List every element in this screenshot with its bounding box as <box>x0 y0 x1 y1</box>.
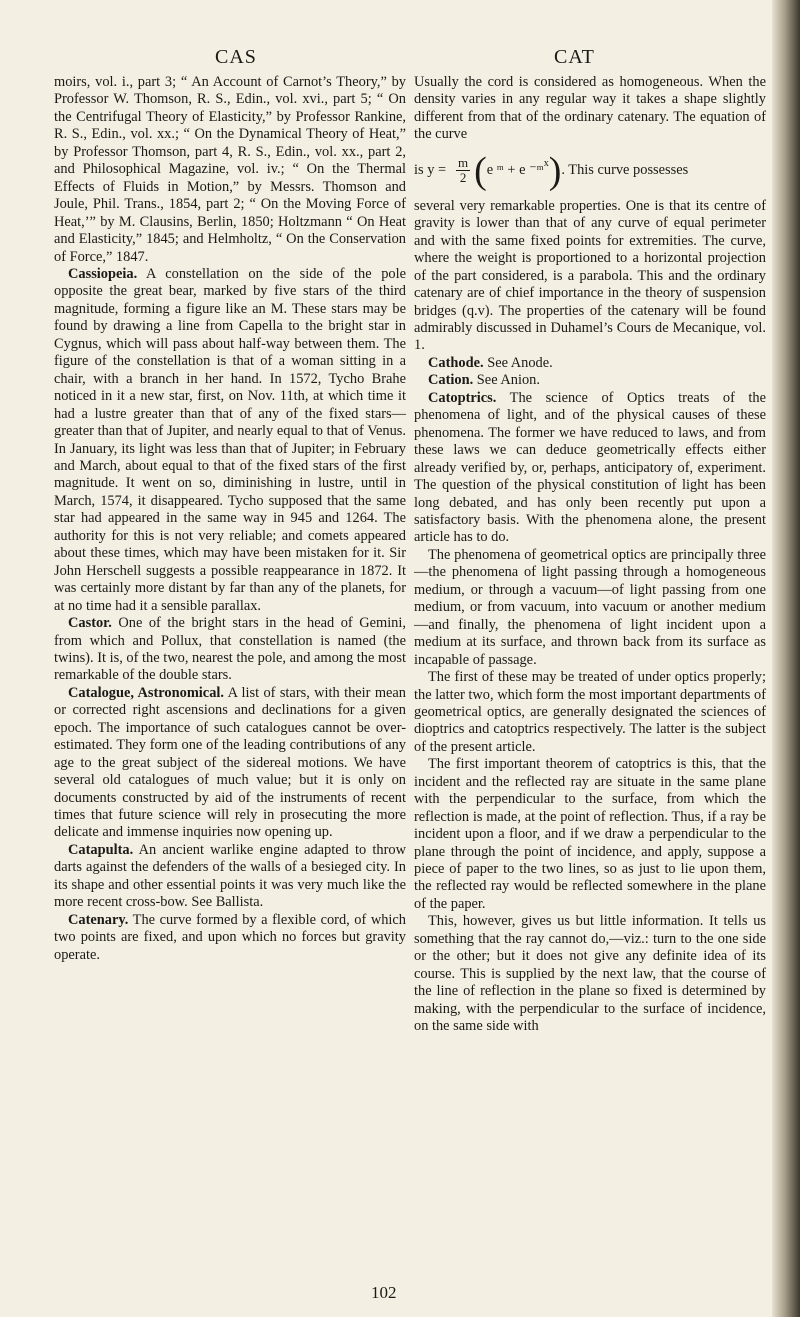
headword: Cathode. <box>428 354 484 371</box>
entry-catapulta: Catapulta. An ancient warlike engine adapted to throw darts against the defenders of the walls of a besieged city. In its shape and other essential points it was very much like the more recent cross-bow. See Ballista. <box>54 841 406 911</box>
entry-paragraph: moirs, vol. i., part 3; “ An Account of Carnot’s Theory,” by Professor W. Thomson, R. S., Edin., vol. xvi., part 5; “ On the Centrifugal Theory of Elasticity,” by Professor Rankine, R. S., Edin., vol. xx.; “ On the Dynamical Theory of Heat,” by Professor Thomson, part 4, R. S., Edin., vol. xx., part 2, and Philosophical Magazine, vol. iv.; “ On the Thermal Effects of Fluids in Motion,” by Messrs. Thomson and Joule, Phil. Trans., 1854, part 2; “ On the Moving Force of Heat,’” by M. Clausins, Berlin, 1850; Holtzmann “ On Heat and Elasticity,” 1845; and Helmholtz, “ On the Conservation of Force,” 1847. <box>54 74 406 265</box>
catenary-properties: several very remarkable properties. One is that its centre of gravity is lower than that of any curve of equal perimeter and with the same fixed points for extremities. The curve, where the weight is proportioned to a horizontal projection of the part considered, is a parabola. This and the ordinary catenary are of chief importance in the theory of suspension bridges (q.v). The properties of the catenary will be found admirably discussed in Duhamel’s Cours de Mecanique, vol. 1. <box>414 197 766 354</box>
equation-body: e ᵐ + e ⁻ᵐ <box>486 162 544 179</box>
equation-exponent: x <box>543 158 549 170</box>
equation-tail: . This curve possesses <box>561 162 689 179</box>
headword: Catapulta. <box>68 841 134 858</box>
entry-catoptrics: Catoptrics. The science of Optics treats of the phenomena of light, and of the physical causes of these phenomena. The former we have reduced to laws, and from these laws we can deduce geometrically effects either already verified by, or, perhaps, anticipatory of, experiment. The question of the physical constitution of light has been long debated, and has only been recently put upon a satisfactory basis. With the phenomena alone, the present article has to do. <box>414 389 767 546</box>
headword: Catenary. <box>68 911 129 928</box>
entry-catenary: Catenary. The curve formed by a flexible cord, of which two points are fixed, and upon which no forces but gravity operate. <box>54 911 406 963</box>
entry-cation: Cation. See Anion. <box>428 372 540 389</box>
entry-catalogue: Catalogue, Astronomical. A list of stars, with their mean or corrected right ascensions and declinations for a given epoch. The importance of such catalogues cannot be over-estimated. They form one of the leading contributions of any age to the great subject of the sidereal motions. We have several old catalogues of much value; but it is only on documents constructed by aid of the instruments of recent times that future science will rely in prosecuting the more delicate and immense inquiries now opening up. <box>54 684 406 841</box>
headword: Cation. <box>428 372 474 389</box>
running-header-left: CAS <box>215 46 257 68</box>
running-header-right: CAT <box>554 46 595 68</box>
catoptrics-paragraph: The phenomena of geometrical optics are principally three—the phenomena of light passing through a homogeneous medium, or through a vacuum—of light passing from one medium, or from vacuum, into vacuum or another medium—and finally, the phenomena of light incident upon a medium at its surface, and thrown back from its surface as incapable of passage. <box>414 546 766 668</box>
catenary-continuation: Usually the cord is considered as homogeneous. When the density varies in any regular way it takes a shape slightly different from that of the ordinary catenary. The equation of the curve <box>414 74 766 143</box>
catoptrics-paragraph: This, however, gives us but little information. It tells us something that the ray cannot do,—viz.: turn to the one side or the other; but it does not give any definite idea of its course. This is supplied by the next law, that the course of the line of reflection in the plane so fixed is determined by making, with the perpendicular to the surface of incidence, on the same side with <box>414 913 766 1035</box>
headword: Castor. <box>68 615 112 632</box>
equation-fraction: $\frac{m}{2}$ <box>458 155 469 186</box>
headword: Catalogue, Astronomical. <box>68 684 224 701</box>
entry-cathode: Cathode. See Anode. <box>428 354 553 371</box>
right-column <box>414 74 766 1036</box>
headword: Cassiopeia. <box>68 265 138 282</box>
entry-castor: Castor. One of the bright stars in the head of Gemini, from which and Pollux, that constellation is named (the twins). It is, of the two, nearest the pole, and among the most remarkable of the double stars. <box>54 615 406 684</box>
equation-lhs: is y = <box>414 162 447 179</box>
page-gutter-shadow <box>772 0 800 1317</box>
catoptrics-paragraph: The first of these may be treated of under optics properly; the latter two, which form the most important departments of geometrical optics, are generally designated the sciences of dioptrics and catoptrics respectively. The latter is the subject of the present article. <box>414 669 766 755</box>
catenary-equation: is y = $\frac{m}{2}$ ( e ᵐ + e ⁻ᵐ x ) . This curve possesses <box>414 149 689 192</box>
left-column <box>54 74 406 964</box>
headword: Catoptrics. <box>428 389 497 406</box>
catoptrics-paragraph: The first important theorem of catoptrics is this, that the incident and the reflected ray are situate in the same plane with the perpendicular to the surface, from which the reflection is made, at the point of reflection. Thus, if a ray be incident upon a floor, and if we draw a perpendicular to the plane through the point of incidence, and apply, suppose a piece of paper to the two lines, so as just to lie upon them, the reflected ray would be reflected somewhere in the plane of the paper. <box>414 756 766 912</box>
page-number: 102 <box>371 1283 397 1302</box>
entry-cassiopeia: Cassiopeia. A constellation on the side of the pole opposite the great bear, marked by five stars of the third magnitude, forming a figure like an M. These stars may be found by drawing a line from Capella to the bright star in Cygnus, which will pass about half-way between them. The figure of the constellation is that of a woman sitting in a chair, with a branch in her hand. In 1572, Tycho Brahe noticed in it a new star, first, on Nov. 11th, at which time it had a lustre greater than that of any of the fixed stars—greater than that of Jupiter, and nearly equal to that of Venus. In January, its light was less than that of Jupiter; in February and March, about equal to that of the fixed stars of the first magnitude. It went on so, diminishing in lustre, until in March, 1574, it disappeared. Tycho supposed that the same star had appeared in the same way in 945 and 1264. The authority for this is not very reliable; and comets appeared about these times, which may have been mistaken for it. Sir John Herschell suggests a possible reappearance in 1872. It was certainly more distant by far than any of the planets, for at no time had it a sensible parallax. <box>54 265 407 614</box>
